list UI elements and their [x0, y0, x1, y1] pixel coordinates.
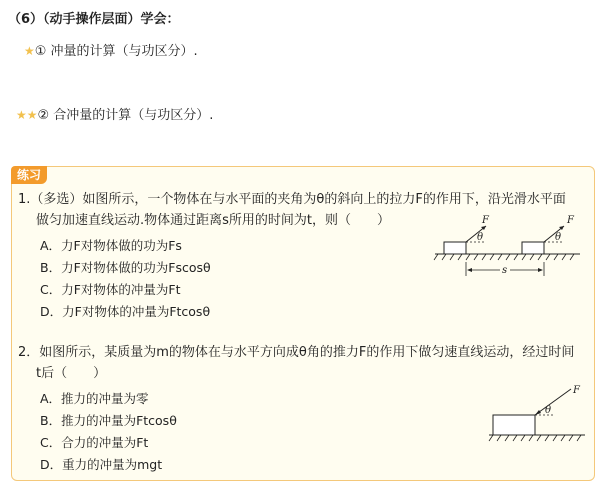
question-2-option-a: A．推力的冲量为零 [40, 391, 149, 406]
question-2-stem-line2: t后（ ） [36, 366, 107, 381]
ground-hatch [434, 254, 574, 260]
question-1-stem-line2: 做匀加速直线运动.物体通过距离s所用的时间为t，则（ ） [36, 213, 391, 228]
question-1-option-c: C．力F对物体的冲量为Ft [40, 282, 181, 297]
star-icon: ★ [24, 44, 35, 58]
question-1-option-d: D．力F对物体的冲量为Ftcosθ [40, 304, 211, 319]
goal-2 [16, 104, 213, 123]
section-heading: （6）（动手操作层面）学会： [8, 12, 180, 27]
question-2-figure [485, 383, 590, 445]
block [493, 415, 535, 435]
block-right [522, 242, 544, 254]
star-icon: ★★ [16, 108, 38, 122]
force-label-right: F [567, 215, 574, 226]
question-1-stem-line1: 1.（多选）如图所示，一个物体在与水平面的夹角为θ的斜向上的拉力F的作用下，沿光滑水平面 [18, 192, 566, 207]
goal-1-text: ① 冲量的计算（与功区分）. [34, 44, 198, 59]
block-left [444, 242, 466, 254]
angle-label-left: θ [477, 232, 484, 243]
force-label-left: F [482, 215, 489, 226]
angle-label-right: θ [555, 232, 562, 243]
question-1-option-a: A．力F对物体做的功为Fs [40, 238, 182, 253]
force-label: F [573, 385, 580, 396]
question-2-option-b: B．推力的冲量为Ftcosθ [40, 413, 177, 428]
practice-tag: 练习 [11, 166, 47, 184]
question-2-stem-line1: 2．如图所示，某质量为m的物体在与水平方向成θ角的推力F的作用下做匀速直线运动，经过时间 [18, 345, 575, 360]
ground-hatch [489, 435, 581, 441]
distance-label: s [502, 265, 508, 276]
goal-2-text: ② 合冲量的计算（与功区分）. [37, 108, 214, 123]
goal-1 [24, 40, 198, 59]
angle-label: θ [545, 405, 552, 416]
question-2-option-c: C．合力的冲量为Ft [40, 435, 149, 450]
question-2-option-d: D．重力的冲量为mgt [40, 457, 163, 472]
question-1-option-b: B．力F对物体做的功为Fscosθ [40, 260, 211, 275]
question-1-figure [430, 210, 590, 285]
